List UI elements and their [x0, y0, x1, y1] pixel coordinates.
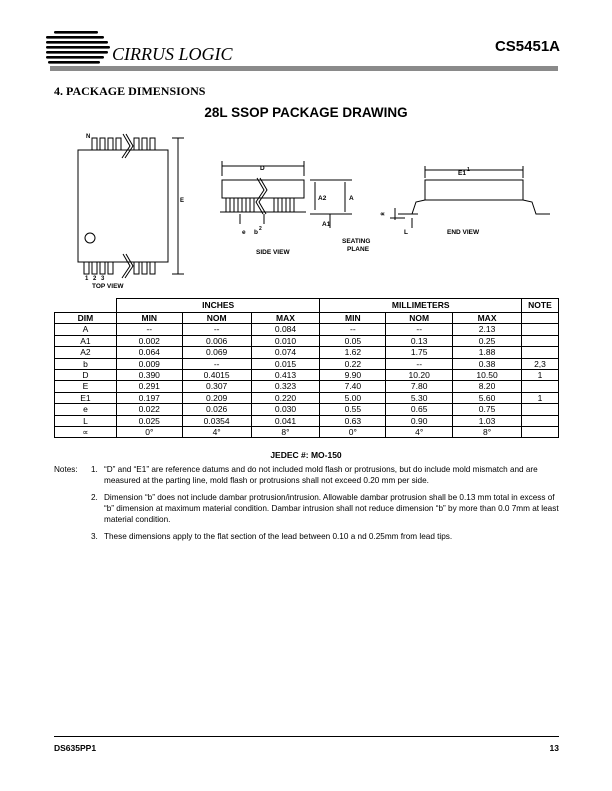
value-cell: 0.002	[116, 335, 182, 346]
column-header-row	[55, 313, 559, 324]
col-in-max: MAX	[251, 313, 320, 324]
value-cell: 0.022	[116, 404, 182, 415]
document-id: DS635PP1	[54, 743, 97, 753]
value-cell: 1.03	[453, 415, 522, 426]
note-number: 3.	[91, 532, 98, 541]
value-cell: 8°	[453, 427, 522, 438]
value-cell: 5.30	[386, 392, 453, 403]
label-alpha: ∝	[380, 211, 386, 218]
label-a: A	[349, 195, 354, 202]
col-in-nom: NOM	[182, 313, 251, 324]
table-row	[55, 335, 559, 346]
notes-label: Notes:	[54, 465, 78, 474]
value-cell: 4°	[386, 427, 453, 438]
value-cell: 0.084	[251, 324, 320, 335]
dim-cell: E	[55, 381, 117, 392]
value-cell: 0.05	[320, 335, 386, 346]
dim-cell: A1	[55, 335, 117, 346]
value-cell: 4°	[182, 427, 251, 438]
end-view-label: END VIEW	[447, 229, 480, 236]
value-cell: 0.65	[386, 404, 453, 415]
note-cell: 2,3	[521, 358, 558, 369]
label-n: N	[86, 134, 91, 140]
value-cell: 10.20	[386, 370, 453, 381]
value-cell: 0.307	[182, 381, 251, 392]
table-row	[55, 415, 559, 426]
col-in-min: MIN	[116, 313, 182, 324]
value-cell: 2.13	[453, 324, 522, 335]
value-cell: 0.390	[116, 370, 182, 381]
note-number: 1.	[91, 465, 98, 474]
top-view-label: TOP VIEW	[92, 283, 124, 290]
value-cell: 7.40	[320, 381, 386, 392]
col-dim: DIM	[55, 313, 117, 324]
table-row	[55, 370, 559, 381]
header-rule	[50, 66, 558, 71]
value-cell: 5.60	[453, 392, 522, 403]
value-cell: 0.25	[453, 335, 522, 346]
note-cell	[521, 415, 558, 426]
label-e1: E1	[458, 170, 466, 177]
top-view-figure	[78, 134, 184, 278]
logo-swoosh	[46, 31, 110, 64]
note-1	[54, 464, 559, 486]
side-view-figure	[220, 161, 352, 228]
bottom-pins	[84, 262, 155, 274]
part-number: CS5451A	[494, 38, 560, 55]
label-a1: A1	[322, 221, 331, 228]
side-view-label: SIDE VIEW	[256, 249, 290, 256]
table-row	[55, 392, 559, 403]
value-cell: 10.50	[453, 370, 522, 381]
value-cell: 0.55	[320, 404, 386, 415]
note-3	[54, 531, 559, 542]
label-l: L	[404, 229, 408, 236]
dim-cell: A2	[55, 347, 117, 358]
value-cell: 0.015	[251, 358, 320, 369]
package-drawing	[60, 128, 560, 293]
page-number: 13	[549, 743, 559, 753]
note-cell	[521, 427, 558, 438]
col-mm-nom: NOM	[386, 313, 453, 324]
dim-cell: e	[55, 404, 117, 415]
label-pin2: 2	[93, 276, 97, 282]
note-text: Dimension “b” does not include dambar protrusion/intrusion. Allowable dambar protrusion shall be 0.13 mm total in excess of “b” dimension at maximum material condition. Dambar intrusion shall not reduce dimension “b” by more than 0.0 7mm at least material condition.	[104, 493, 559, 524]
dim-cell: E1	[55, 392, 117, 403]
value-cell: 0.030	[251, 404, 320, 415]
dim-cell: D	[55, 370, 117, 381]
table-row	[55, 404, 559, 415]
seating-plane-label-1: SEATING	[342, 238, 371, 245]
value-cell: 0.197	[116, 392, 182, 403]
value-cell: 0.75	[453, 404, 522, 415]
notes-section	[54, 464, 559, 548]
value-cell: 0.38	[453, 358, 522, 369]
value-cell: 0.209	[182, 392, 251, 403]
value-cell: --	[320, 324, 386, 335]
note-cell	[521, 381, 558, 392]
dim-cell: ∝	[55, 427, 117, 438]
table-row	[55, 358, 559, 369]
note-text: “D” and “E1” are reference datums and do not included mold flash or protrusions, but do include mold mismatch and are measured at the parting line, mold flash or protrusions shall not exceed 0.20 mm per side.	[104, 465, 538, 485]
label-e1-sup: 1	[467, 167, 470, 173]
value-cell: --	[182, 324, 251, 335]
value-cell: 0.009	[116, 358, 182, 369]
value-cell: 0.006	[182, 335, 251, 346]
label-a2: A2	[318, 195, 327, 202]
value-cell: 1.62	[320, 347, 386, 358]
value-cell: 8.20	[453, 381, 522, 392]
value-cell: 0.064	[116, 347, 182, 358]
note-cell	[521, 335, 558, 346]
value-cell: 0.4015	[182, 370, 251, 381]
note-header: NOTE	[521, 299, 558, 313]
top-pins	[92, 138, 155, 150]
value-cell: 0.069	[182, 347, 251, 358]
note-cell: 1	[521, 392, 558, 403]
value-cell: 0.63	[320, 415, 386, 426]
dimensions-table	[54, 298, 559, 438]
value-cell: 0.010	[251, 335, 320, 346]
millimeters-header: MILLIMETERS	[320, 299, 522, 313]
label-b: b	[254, 229, 258, 236]
inches-header: INCHES	[116, 299, 320, 313]
value-cell: 0°	[116, 427, 182, 438]
value-cell: 1.75	[386, 347, 453, 358]
note-cell	[521, 347, 558, 358]
value-cell: 0.026	[182, 404, 251, 415]
value-cell: 0.90	[386, 415, 453, 426]
label-e-small: e	[242, 229, 246, 236]
value-cell: 0.323	[251, 381, 320, 392]
label-b-sup: 2	[259, 226, 262, 232]
label-pin1: 1	[85, 276, 89, 282]
note-cell	[521, 404, 558, 415]
value-cell: 7.80	[386, 381, 453, 392]
value-cell: 5.00	[320, 392, 386, 403]
value-cell: 0.13	[386, 335, 453, 346]
dim-cell: A	[55, 324, 117, 335]
note-cell	[521, 324, 558, 335]
drawing-title: 28L SSOP PACKAGE DRAWING	[204, 105, 408, 120]
value-cell: --	[182, 358, 251, 369]
value-cell: 0.220	[251, 392, 320, 403]
table-row	[55, 347, 559, 358]
table-row	[55, 381, 559, 392]
note-number: 2.	[91, 493, 98, 502]
note-2	[54, 492, 559, 525]
cirrus-logic-logo	[46, 27, 246, 69]
end-view-figure	[390, 166, 550, 228]
value-cell: --	[386, 324, 453, 335]
footer-rule	[54, 736, 559, 737]
note-cell: 1	[521, 370, 558, 381]
value-cell: 0.0354	[182, 415, 251, 426]
value-cell: 0.22	[320, 358, 386, 369]
seating-plane-label-2: PLANE	[347, 246, 370, 253]
note-text: These dimensions apply to the flat section of the lead between 0.10 a nd 0.25mm from lead tips.	[104, 532, 453, 541]
value-cell: --	[116, 324, 182, 335]
value-cell: 0.041	[251, 415, 320, 426]
section-title: 4. PACKAGE DIMENSIONS	[54, 84, 206, 98]
dim-cell: L	[55, 415, 117, 426]
logo-text: CIRRUS LOGIC	[112, 44, 233, 64]
value-cell: 9.90	[320, 370, 386, 381]
value-cell: 1.88	[453, 347, 522, 358]
value-cell: 0.074	[251, 347, 320, 358]
value-cell: 0.291	[116, 381, 182, 392]
col-mm-min: MIN	[320, 313, 386, 324]
col-mm-max: MAX	[453, 313, 522, 324]
value-cell: 0.413	[251, 370, 320, 381]
table-row	[55, 427, 559, 438]
table-row	[55, 324, 559, 335]
dim-cell: b	[55, 358, 117, 369]
value-cell: 8°	[251, 427, 320, 438]
jedec-reference: JEDEC #: MO-150	[270, 450, 342, 460]
label-pin3: 3	[101, 276, 105, 282]
label-e-cap: E	[180, 198, 185, 204]
value-cell: 0.025	[116, 415, 182, 426]
value-cell: --	[386, 358, 453, 369]
value-cell: 0°	[320, 427, 386, 438]
label-d: D	[260, 165, 265, 172]
